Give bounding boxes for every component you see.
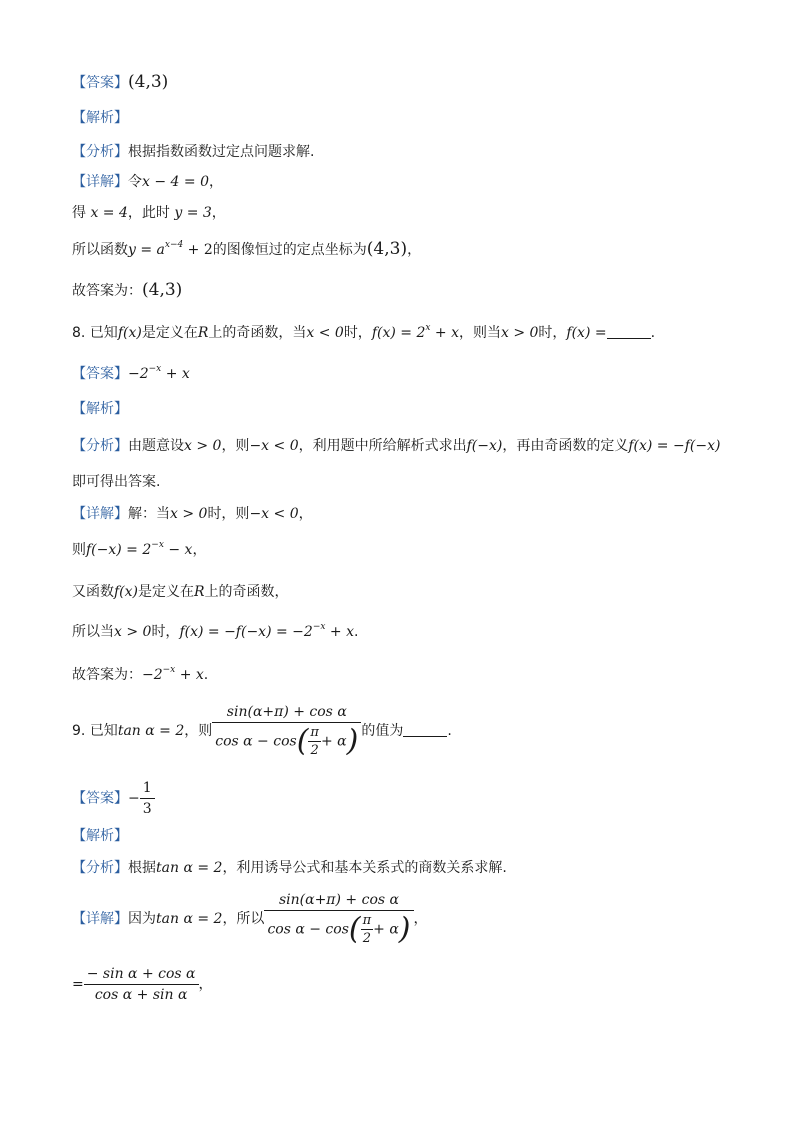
q7-step3-a: 所以函数 [72,242,128,258]
q9-pi-over-2 [308,725,321,758]
q8-answer-tail: + x [161,366,190,382]
q9-end: . [447,723,452,739]
q7-step3-line [72,239,421,260]
q8-detail-line2 [72,540,206,560]
q8-conclusion-exp: −x [162,665,176,675]
q8-method-m3: f(−x) [466,438,503,454]
detail-label: 【详解】 [72,911,128,927]
q8-s1: 已知 [89,325,118,341]
q9-fraction [212,704,361,758]
q7-step3-b: 的图像恒过的定点坐标为 [212,242,367,258]
q8-method-line2-text: 即可得出答案. [72,474,161,490]
q7-answer-line [72,72,168,93]
q9-s1: 已知 [89,723,118,739]
q8-s6: 时， [538,325,567,341]
q9-detail-c: ， [413,911,428,927]
analysis-label: 【解析】 [72,401,128,417]
q8-question-line [72,323,655,343]
q7-conclusion-label: 故答案为： [72,283,142,299]
q8-d2-c: ， [192,542,207,558]
answer-label: 【答案】 [72,75,128,91]
q8-method-m4: f(x) = −f(−x) [628,438,721,454]
q9-den-plus: + α [320,733,347,750]
q7-step1-suffix: ， [208,174,223,190]
q8-answer-line [72,364,190,384]
q9-detail-b: ，所以 [222,911,265,927]
method-label: 【分析】 [72,144,128,160]
q7-detail-line [72,172,223,192]
q8-method-line [72,436,720,456]
q9-number: 9. [72,723,86,739]
q9-detail-den-a: cos α − cos [267,921,349,938]
q8-conclusion-end: . [203,667,209,683]
q8-cond1: x < 0 [306,325,344,341]
q7-step2-a: 得 [72,205,86,221]
q9-method-a: 根据 [128,860,156,876]
q8-method-line2 [72,472,160,492]
q8-d2-left: f(−x) = 2 [86,542,152,558]
q8-s2: 是定义在 [141,325,198,341]
q7-step3-exp: x−4 [164,240,184,250]
q7-step2-m2: y = 3 [174,205,212,221]
q9-equation-comma: ， [198,976,213,993]
q9-den-a: cos α − cos [215,733,297,750]
q9-detail-tan: tan α = 2 [156,911,223,927]
q9-answer-blank [403,722,447,737]
q8-d2-right: − x [163,542,193,558]
q9-right-paren: ) [346,723,359,759]
q9-method-b: ，利用诱导公式和基本关系式的商数关系求解. [222,860,507,876]
q9-two: 2 [310,743,319,758]
q8-d2-a: 则 [72,542,86,558]
q9-left-paren: ( [296,723,309,759]
q8-d3-c: 上的奇函数， [204,584,289,600]
q7-step2-line [72,203,226,223]
q8-conclusion-label: 故答案为： [72,667,142,683]
q7-method-text: 根据指数函数过定点问题求解. [128,144,315,160]
q8-d2-exp: −x [151,540,164,550]
q8-R: R [197,325,209,341]
q7-analysis-label-line [72,108,128,128]
q8-end: . [650,325,656,341]
q9-equals: = [72,976,84,993]
q8-s4: 时， [343,325,372,341]
q8-analysis-label-line [72,399,128,419]
q8-method-a: 由题意设 [128,438,184,454]
q8-conclusion-line [72,665,208,685]
method-label: 【分析】 [72,860,128,876]
q8-d4-m1: x > 0 [114,624,152,640]
q9-detail-a: 因为 [128,911,156,927]
q8-detail-line4 [72,622,358,642]
q9-answer-line [72,780,155,817]
q8-answer-base: −2 [128,366,149,382]
q8-d1-m1: x > 0 [170,506,208,522]
q9-question-line [72,704,452,758]
q8-d4-exp: −x [312,622,326,632]
q8-s3: 上的奇函数，当 [208,325,307,341]
q8-d1-a: 解：当 [128,506,170,522]
q8-method-b: ，则 [221,438,250,454]
q7-step2-c: ， [211,205,226,221]
answer-label: 【答案】 [72,790,128,807]
q9-detail-fraction [264,892,413,946]
q8-cond2: x > 0 [500,325,539,341]
q9-detail-frac-numerator: sin(α+π) + cos α [264,892,413,911]
method-label: 【分析】 [72,438,128,454]
q9-answer-fraction [140,780,155,817]
q9-tan: tan α = 2 [117,723,185,739]
q7-answer-value: (4,3) [128,72,169,92]
q9-equation-numerator: − sin α + cos α [84,966,199,985]
q7-conclusion-math: (4,3) [142,280,183,300]
q8-d4-left: f(x) = −f(−x) = −2 [179,624,313,640]
q7-step3-point: (4,3) [366,239,408,259]
q9-detail-pi: π [362,913,372,928]
q7-method-line [72,142,314,162]
q8-d4-a: 所以当 [72,624,114,640]
q7-step3-base: y = a [128,242,165,258]
q8-d1-m2: −x < 0 [249,506,299,522]
q9-s3: 的值为 [361,723,404,739]
q9-frac-denominator [212,723,361,758]
q8-method-d: ，再由奇函数的定义 [502,438,629,454]
q8-d3-b: 是定义在 [138,584,195,600]
q9-method-line [72,858,507,878]
q8-d4-c: . [353,624,359,640]
q8-eq-left: f(x) = 2 [371,325,426,341]
q7-step1-math: x − 4 = 0 [142,174,209,190]
q9-method-tan: tan α = 2 [156,860,223,876]
analysis-label: 【解析】 [72,110,128,126]
detail-label: 【详解】 [72,506,128,522]
q9-detail-line [72,892,428,946]
q7-step2-m1: x = 4 [90,205,128,221]
q8-d4-b: 时， [151,624,180,640]
q8-d3-a: 又函数 [72,584,114,600]
q8-number: 8. [72,325,86,341]
q8-conclusion-tail: + x [175,667,204,683]
q9-detail-frac-denominator [264,911,413,946]
q8-d3-R: R [194,584,205,600]
q9-detail-left-paren: ( [348,911,361,947]
q9-s2: ，则 [184,723,213,739]
q7-step2-b: ，此时 [127,205,170,221]
q8-method-m2: −x < 0 [249,438,299,454]
q9-detail-den-plus: + α [373,921,399,938]
q8-d1-c: ， [298,506,313,522]
q9-detail-two: 2 [362,931,372,946]
q8-detail-line1 [72,504,313,524]
q8-method-c: ，利用题中所给解析式求出 [298,438,467,454]
q8-eq-exp: x [425,323,431,333]
q8-fx: f(x) [117,325,142,341]
q8-fx2: f(x) = [566,325,607,341]
q8-d4-right: + x [325,624,354,640]
q8-d1-b: 时，则 [207,506,250,522]
q8-answer-blank [607,324,651,339]
analysis-label: 【解析】 [72,828,128,844]
q8-method-m1: x > 0 [184,438,222,454]
detail-label: 【详解】 [72,174,128,190]
q8-conclusion-base: −2 [142,667,163,683]
q8-s5: ，则当 [458,325,501,341]
q9-equation-line [72,966,213,1003]
q7-step3-plus: + 2 [183,242,213,258]
q9-answer-den: 3 [142,801,152,817]
q9-equation-fraction [84,966,199,1003]
q8-eq-right: + x [430,325,459,341]
q9-equation-denominator: cos α + sin α [94,987,188,1003]
q9-answer-sign: − [128,790,140,807]
q8-answer-exp: −x [148,364,162,374]
q7-step3-c: ， [407,242,422,258]
q9-detail-right-paren: ) [398,911,411,947]
q8-detail-line3 [72,582,289,602]
q9-frac-numerator: sin(α+π) + cos α [212,704,361,723]
q9-detail-pi-over-2 [361,913,374,946]
q8-d3-m: f(x) [114,584,139,600]
q7-step1-prefix: 令 [128,174,142,190]
answer-label: 【答案】 [72,366,128,382]
q9-pi: π [310,725,319,740]
q9-answer-num: 1 [140,780,155,799]
q7-conclusion-line [72,280,182,301]
q9-analysis-label-line [72,826,128,846]
